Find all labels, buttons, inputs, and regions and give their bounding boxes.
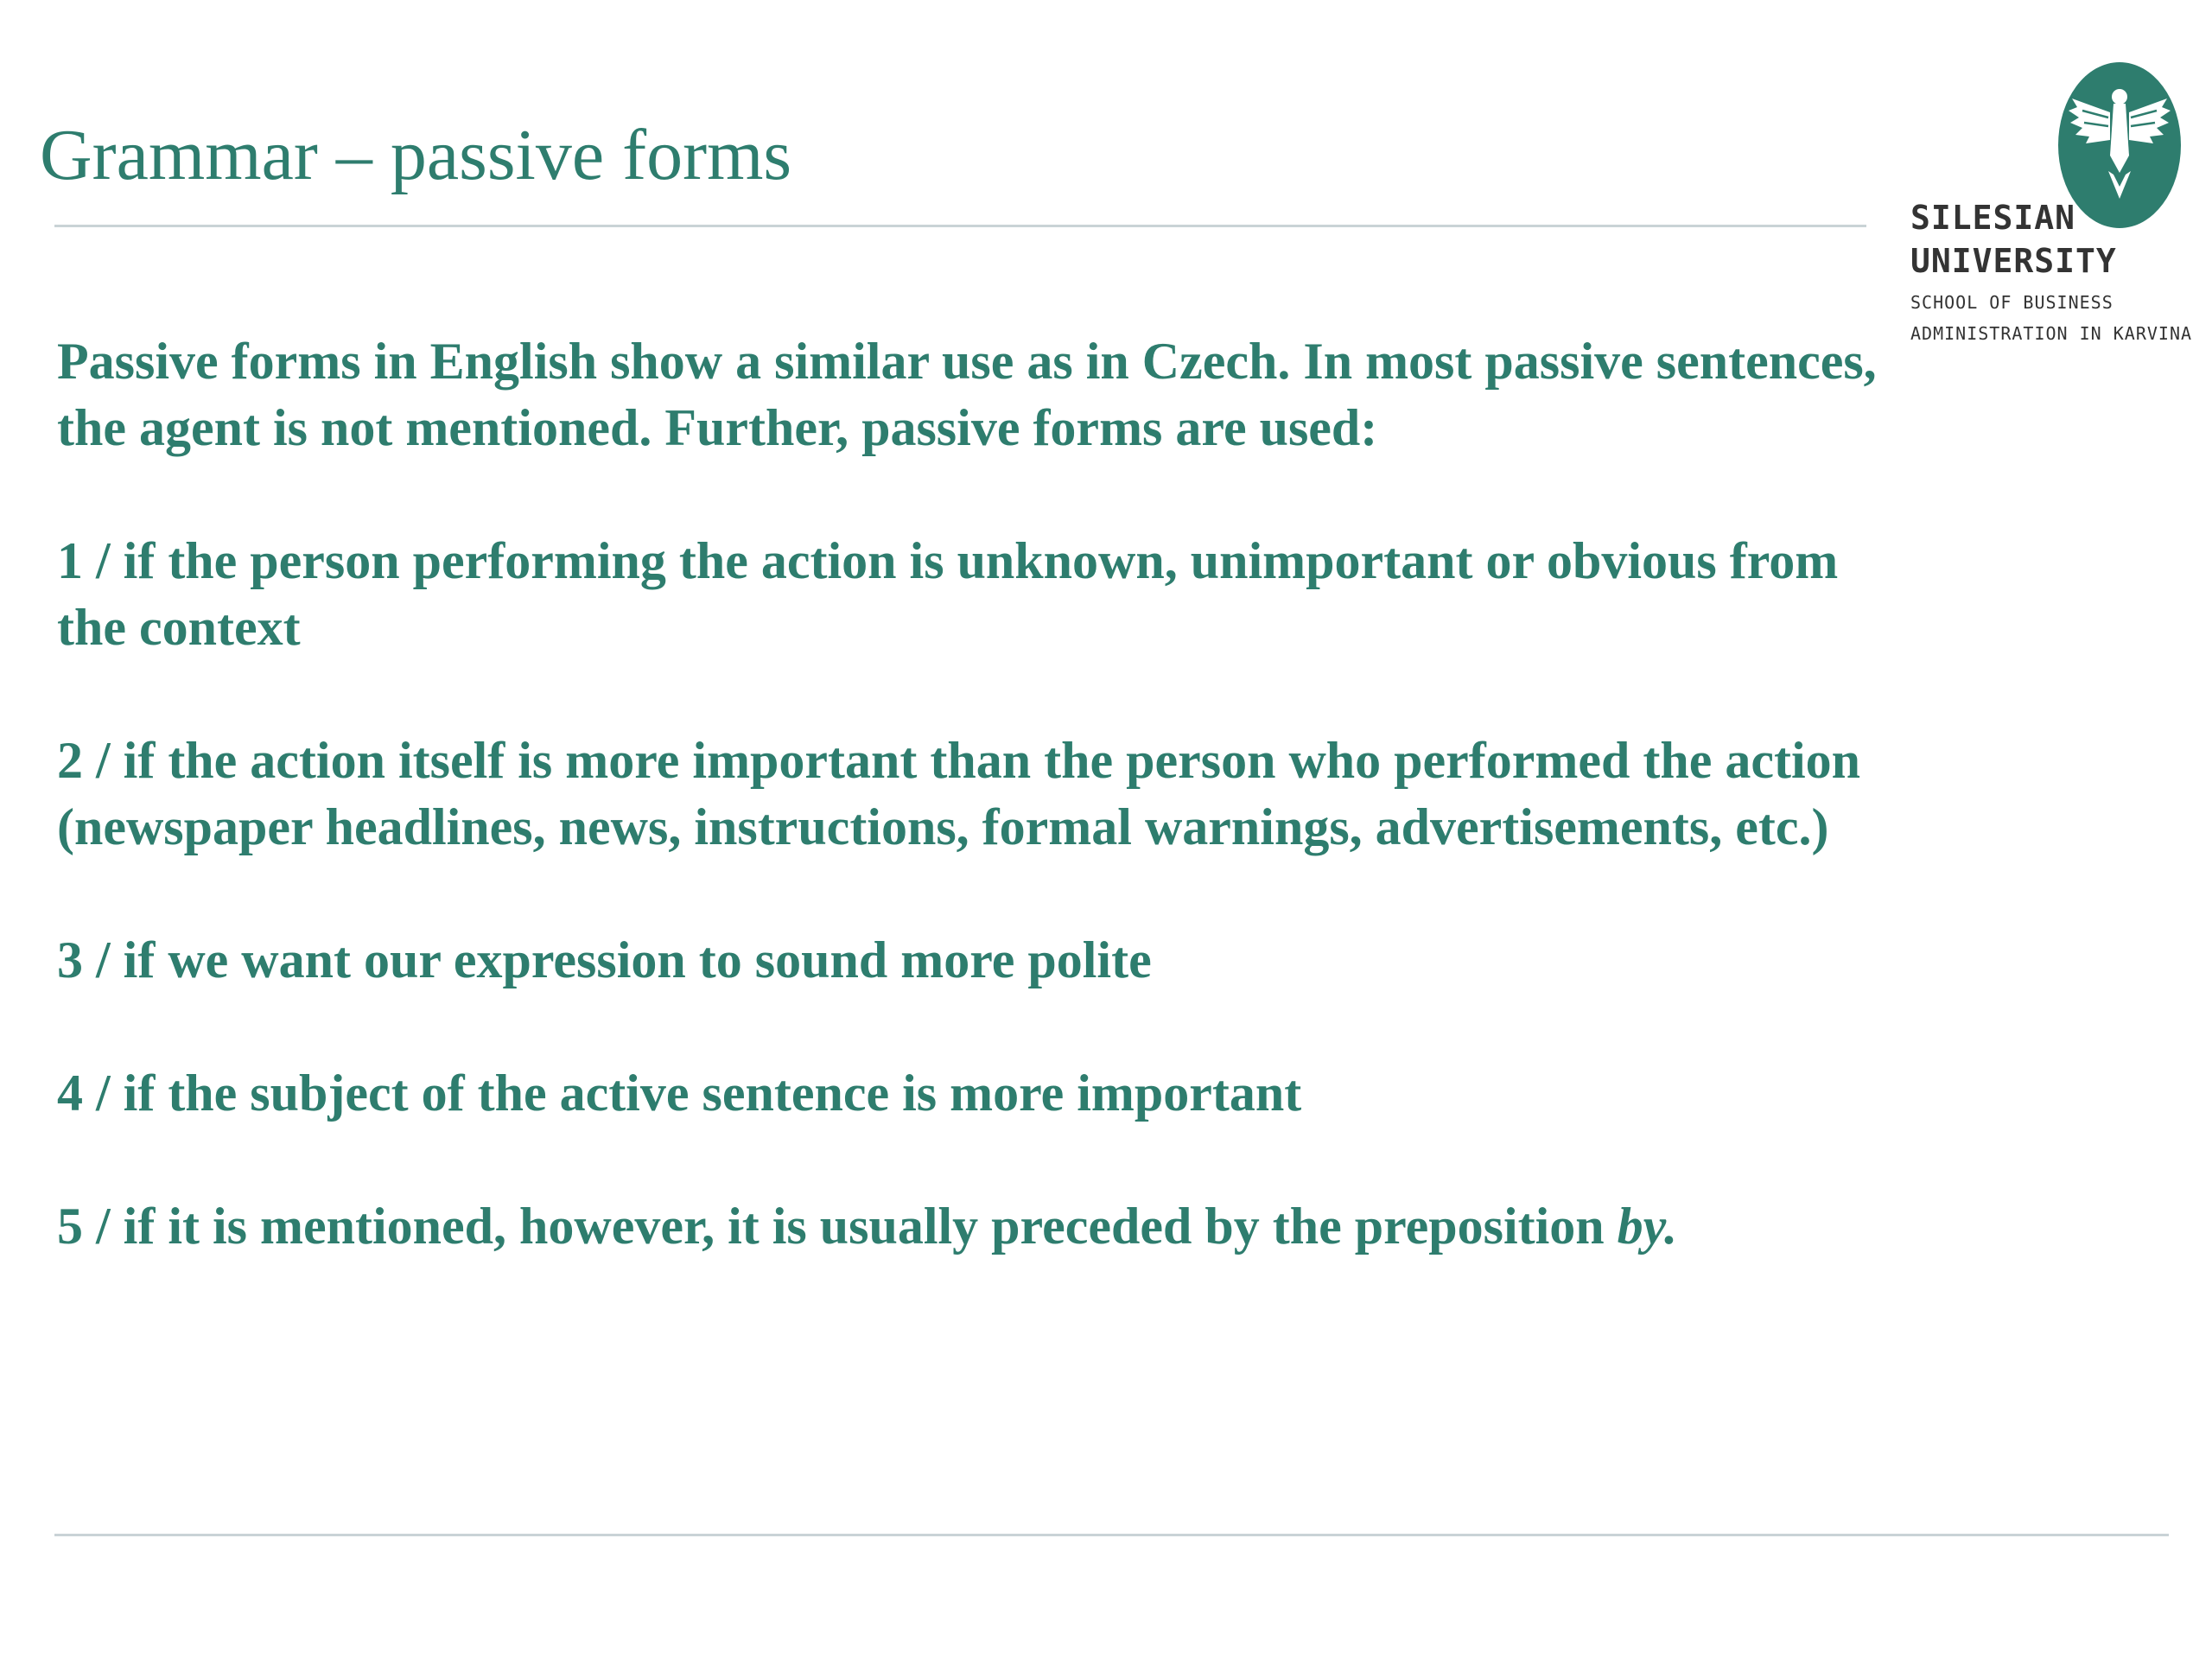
list-item: 2 / if the action itself is more important than the person who performed the action (newspaper headlines, news, instructions, formal warnings, advertisements, etc.)	[57, 732, 1860, 855]
logo-line-silesian: SILESIAN	[1910, 199, 2076, 237]
slide-title: Grammar – passive forms	[40, 115, 792, 195]
list-item-text: 5 / if it is mentioned, however, it is usually preceded by the preposition	[57, 1198, 1618, 1255]
list-item: 3 / if we want our expression to sound more polite	[57, 931, 1152, 988]
list-item: 1 / if the person performing the action is unknown, unimportant or obvious from the context	[57, 532, 1839, 656]
logo-line-university: UNIVERSITY	[1910, 242, 2117, 280]
sentence-end: .	[1664, 1198, 1678, 1255]
university-logo	[1901, 60, 2195, 354]
list-item: 4 / if the subject of the active sentence is more important	[57, 1065, 1302, 1122]
footer-divider	[54, 1534, 2169, 1536]
logo-line-school: SCHOOL OF BUSINESS	[1910, 292, 2113, 313]
list-item	[57, 1193, 1889, 1260]
intro-paragraph: Passive forms in English show a similar use as in Czech. In most passive sentences, the agent is not mentioned. Further, passive forms are used:	[57, 333, 1877, 456]
slide-body	[57, 328, 1889, 1326]
title-divider	[54, 225, 1866, 227]
emphasized-preposition: by	[1617, 1198, 1665, 1255]
logo-line-administration: ADMINISTRATION IN KARVINA	[1910, 323, 2193, 344]
